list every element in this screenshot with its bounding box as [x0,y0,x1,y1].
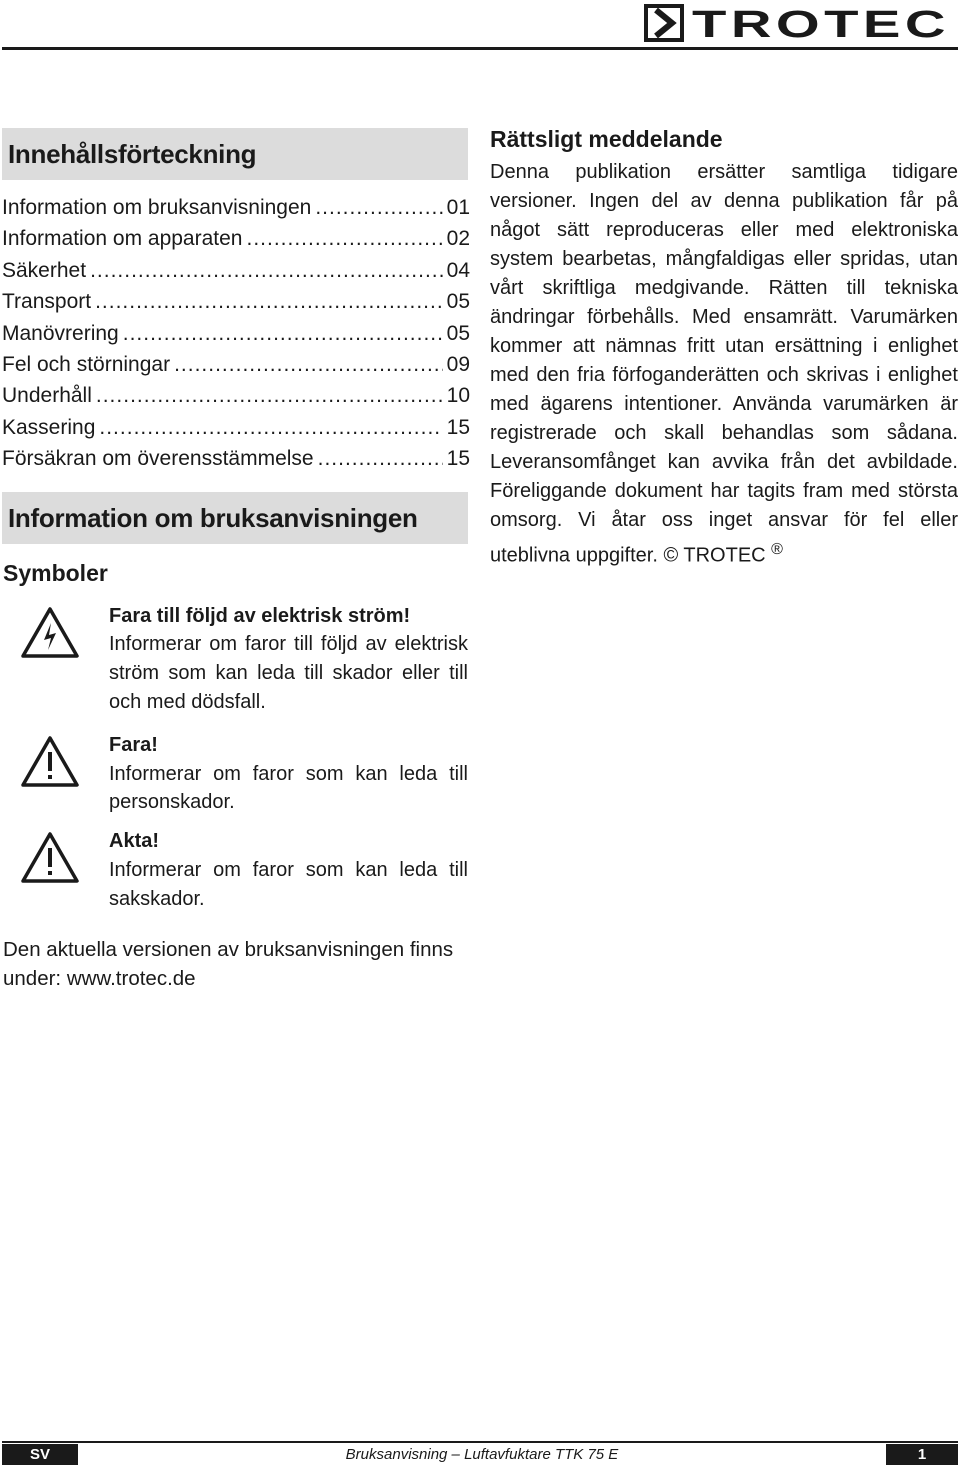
toc-entry-page: 15 [446,415,470,439]
toc-entry[interactable] [0,255,470,286]
footer-document-title: Bruksanvisning – Luftavfuktare TTK 75 E [345,1446,619,1463]
legal-notice-body: Denna publikation ersätter samtliga tidigare versioner. Ingen del av denna publikation får på något sätt reproduceras eller med elektroniska system bearbetas, mångfaldigas eller spridas, utan vårt skriftliga medgivande. Rätten till tekniska ändringar förbehålls. Med ensamrätt. Varumärken kommer att nämnas fritt utan ersättning i enlighet med den fria förfoganderätten och skrivas i enlighet med ägarens intentioner. Använda varumärken är registrerade och skall behandlas som sådana. Leveransomfånget kan avvika från det avbildade. Föreliggande dokument har tagits fram med största omsorg. Vi åtar oss inget ansvar för fel eller uteblivna uppgifter. © TROTEC [490,161,958,567]
toc-leader [95,286,443,317]
caution-icon [20,831,80,885]
symbol-entry-danger [0,731,468,817]
right-column [490,124,958,571]
symbol-title: Fara till följd av elektrisk ström! [109,604,411,627]
toc-entry-label: Information om apparaten [2,227,243,251]
page-number: 1 [886,1444,958,1465]
legal-notice-heading: Rättsligt meddelande [490,126,723,152]
warning-icon [20,735,80,789]
toc-entry-label: Kassering [2,415,96,439]
toc-leader [90,255,443,286]
toc-entry[interactable] [0,412,470,443]
toc-entry-page: 05 [446,321,470,345]
toc-entry-page: 05 [446,290,470,314]
symbol-title: Akta! [109,830,160,853]
info-heading: Information om bruksanvisningen [2,492,468,544]
header-rule [2,47,958,50]
toc-entry-page: 01 [446,196,470,219]
toc-entry-page: 02 [446,227,470,251]
toc-leader [174,349,443,380]
toc-entry-label: Säkerhet [2,258,87,282]
toc-leader [99,412,442,443]
toc-entry[interactable] [0,349,470,380]
toc-entry[interactable] [0,380,470,411]
toc-entry[interactable] [0,443,470,474]
toc-entry[interactable] [0,223,470,254]
registered-mark: ® [771,541,783,558]
symbol-description: Informerar om faror som kan leda till personskador. [109,762,468,814]
toc-entry-page: 15 [446,447,470,471]
table-of-contents [0,192,470,475]
chevron-logo-icon [646,6,682,40]
toc-entry[interactable] [0,192,470,223]
toc-heading: Innehållsförteckning [2,128,468,180]
toc-entry-label: Underhåll [2,384,92,408]
toc-entry-page: 09 [446,352,470,376]
trotec-logo [642,2,954,44]
page-footer [2,1441,958,1466]
toc-entry-label: Transport [2,290,92,314]
toc-leader [246,223,442,254]
symbol-title: Fara! [109,733,158,756]
toc-entry-label: Manövrering [2,321,119,345]
symbols-heading: Symboler [3,559,108,586]
toc-entry-page: 10 [446,384,470,408]
symbol-entry-caution [0,827,468,913]
logo-wordmark: TROTEC [692,4,950,44]
symbol-description: Informerar om faror som kan leda till sakskador. [109,858,468,910]
toc-entry[interactable] [0,318,470,349]
electric-hazard-icon [20,606,80,660]
toc-entry-page: 04 [446,258,470,282]
toc-leader [315,192,442,223]
language-badge: SV [2,1444,78,1465]
toc-leader [318,443,443,474]
toc-leader [123,318,443,349]
toc-entry-label: Information om bruksanvisningen [2,196,312,219]
toc-entry[interactable] [0,286,470,317]
left-column [0,128,470,913]
symbol-description: Informerar om faror till följd av elektrisk ström som kan leda till skador eller till och med dödsfall. [109,633,468,713]
symbol-entry-electric [0,602,468,717]
toc-leader [96,380,443,411]
toc-entry-label: Försäkran om överensstämmelse [2,447,314,471]
toc-entry-label: Fel och störningar [2,352,171,376]
legal-notice-text [490,158,958,571]
current-version-note: Den aktuella versionen av bruksanvisningen finns under: www.trotec.de [3,938,454,990]
